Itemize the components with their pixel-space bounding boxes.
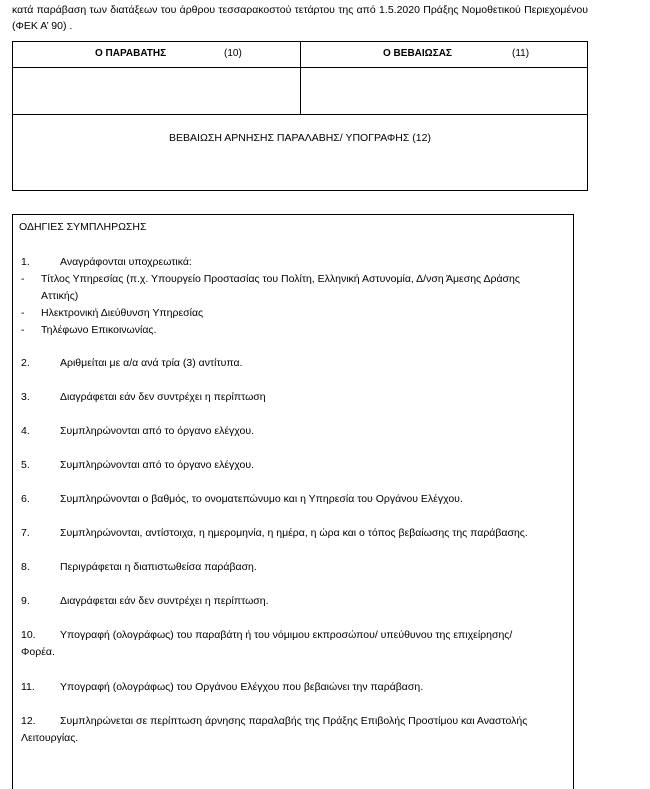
violator-label: Ο ΠΑΡΑΒΑΤΗΣ <box>95 48 167 59</box>
item-text: Συμπληρώνονται από το όργανο ελέγχου. <box>60 425 255 437</box>
item-text-line-1: Υπογραφή (ολογράφως) του παραβάτη ή του νόμιμου εκπροσώπου/ υπεύθυνου της επιχείρησης/ <box>60 629 513 641</box>
bullet-dash: - <box>21 324 25 336</box>
bullet-text: Τηλέφωνο Επικοινωνίας. <box>41 324 157 336</box>
item-number: 7. <box>21 527 30 539</box>
item-text: Αναγράφονται υποχρεωτικά: <box>60 256 192 268</box>
item-text-line-2: Φορέα. <box>21 646 55 658</box>
item-number: 2. <box>21 357 30 369</box>
instructions-title: ΟΔΗΓΙΕΣ ΣΥΜΠΛΗΡΩΣΗΣ <box>19 221 147 233</box>
certifier-number: (11) <box>512 48 530 59</box>
bullet-text: Τίτλος Υπηρεσίας (π.χ. Υπουργείο Προστασίας του Πολίτη, Ελληνική Αστυνομία, Δ/νση Άμεσης Δράσης Αττικής) <box>41 273 520 302</box>
item-number: 5. <box>21 459 30 471</box>
item-number: 8. <box>21 561 30 573</box>
instructions-box <box>12 214 574 789</box>
item-text: Αριθμείται με α/α ανά τρία (3) αντίτυπα. <box>60 357 243 369</box>
item-number: 11. <box>21 681 35 693</box>
item-text-line-1: Συμπληρώνεται σε περίπτωση άρνησης παραλαβής της Πράξης Επιβολής Προστίμου και Αναστολής <box>60 715 528 727</box>
item-text-line-2: Λειτουργίας. <box>21 732 79 744</box>
item-text: Υπογραφή (ολογράφως) του Οργάνου Ελέγχου που βεβαιώνει την παράβαση. <box>60 681 424 693</box>
item-text: Διαγράφεται εάν δεν συντρέχει η περίπτωση <box>60 391 266 403</box>
item-number: 6. <box>21 493 30 505</box>
intro-paragraph: κατά παράβαση των διατάξεων του άρθρου τεσσαρακοστού τετάρτου της από 1.5.2020 Πράξης Νομοθετικού Περιεχομένου (ΦΕΚ Α’ 90) . <box>12 4 588 32</box>
column-divider <box>300 42 301 114</box>
row-divider <box>13 114 587 115</box>
item-text: Συμπληρώνονται ο βαθμός, το ονοματεπώνυμο και η Υπηρεσία του Οργάνου Ελέγχου. <box>60 493 463 505</box>
item-number: 4. <box>21 425 30 437</box>
item-number: 3. <box>21 391 30 403</box>
item-number: 10. <box>21 629 36 641</box>
item-number: 1. <box>21 256 30 268</box>
item-text: Περιγράφεται η διαπιστωθείσα παράβαση. <box>60 561 257 573</box>
instruction-item-10 <box>21 627 561 661</box>
item-text: Συμπληρώνονται από το όργανο ελέγχου. <box>60 459 255 471</box>
item-number: 9. <box>21 595 30 607</box>
instruction-item-12 <box>21 713 561 747</box>
bullet-dash: - <box>21 273 25 285</box>
bullet-text: Ηλεκτρονική Διεύθυνση Υπηρεσίας <box>41 307 204 319</box>
certifier-label: Ο ΒΕΒΑΙΩΣΑΣ <box>383 48 452 59</box>
refusal-certification: ΒΕΒΑΙΩΣΗ ΑΡΝΗΣΗΣ ΠΑΡΑΛΑΒΗΣ/ ΥΠΟΓΡΑΦΗΣ (12) <box>169 132 431 144</box>
item-text: Διαγράφεται εάν δεν συντρέχει η περίπτωση. <box>60 595 269 607</box>
signature-table <box>12 41 588 191</box>
violator-number: (10) <box>224 48 242 59</box>
item-number: 12. <box>21 715 36 727</box>
item-text: Συμπληρώνονται, αντίστοιχα, η ημερομηνία, η ημέρα, η ώρα και ο τόπος βεβαίωσης της παράβασης. <box>60 527 528 539</box>
bullet-dash: - <box>21 307 25 319</box>
